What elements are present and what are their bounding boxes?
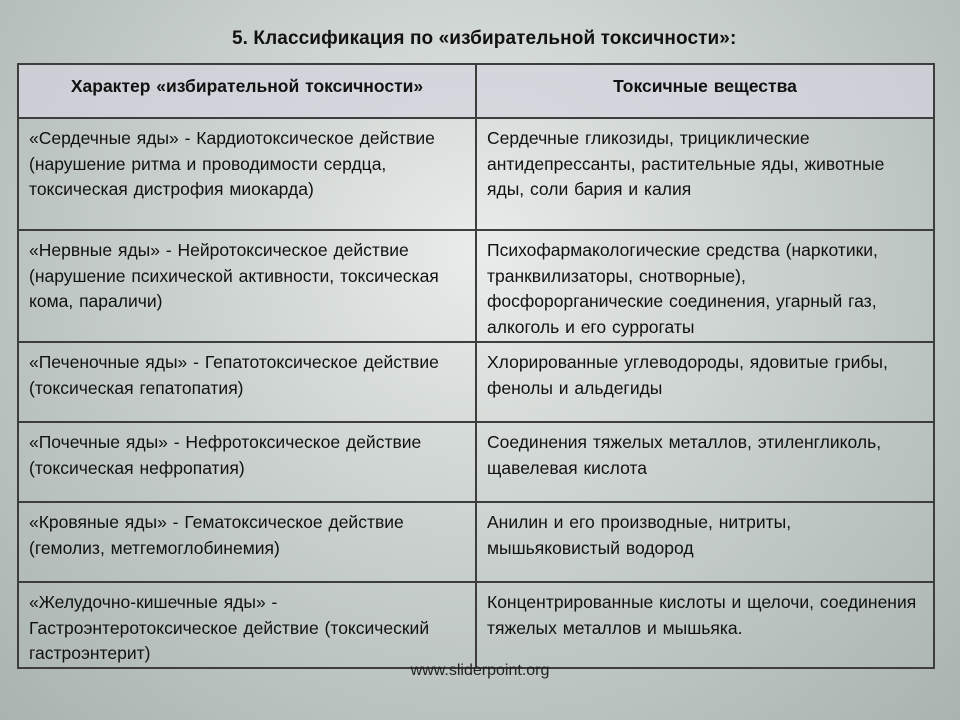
cell-character: «Печеночные яды» - Гепатотоксическое действие (токсическая гепатопатия) — [18, 342, 476, 422]
table-row — [18, 342, 934, 422]
cell-character: «Нервные яды» - Нейротоксическое действие (нарушение психической активности, токсическая кома, параличи) — [18, 230, 476, 342]
cell-substances: Анилин и его производные, нитриты, мышьяковистый водород — [476, 502, 934, 582]
footer-watermark: www.sliderpoint.org — [410, 662, 550, 679]
cell-substances: Психофармакологические средства (наркотики, транквилизаторы, снотворные), фосфорорганические соединения, угарный газ, алкоголь и его суррогаты — [476, 230, 934, 342]
table-row — [18, 582, 934, 668]
table-row — [18, 230, 934, 342]
slide-title: 5. Классификация по «избирательной токсичности»: — [232, 28, 737, 49]
header-character: Характер «избирательной токсичности» — [18, 64, 476, 118]
table-row — [18, 422, 934, 502]
cell-substances: Концентрированные кислоты и щелочи, соединения тяжелых металлов и мышьяка. — [476, 582, 934, 668]
toxicity-table — [17, 63, 935, 669]
cell-character: «Кровяные яды» - Гематоксическое действие (гемолиз, метгемоглобинемия) — [18, 502, 476, 582]
cell-substances: Хлорированные углеводороды, ядовитые грибы, фенолы и альдегиды — [476, 342, 934, 422]
cell-substances: Сердечные гликозиды, трициклические антидепрессанты, растительные яды, животные яды, соли бария и калия — [476, 118, 934, 230]
table-row — [18, 502, 934, 582]
table-row — [18, 118, 934, 230]
cell-substances: Соединения тяжелых металлов, этиленгликоль, щавелевая кислота — [476, 422, 934, 502]
table-header-row — [18, 64, 934, 118]
header-substances: Токсичные вещества — [476, 64, 934, 118]
cell-character: «Почечные яды» - Нефротоксическое действие (токсическая нефропатия) — [18, 422, 476, 502]
cell-character: «Желудочно-кишечные яды» - Гастроэнтеротоксическое действие (токсический гастроэнтерит) — [18, 582, 476, 668]
cell-character: «Сердечные яды» - Кардиотоксическое действие (нарушение ритма и проводимости сердца, токсическая дистрофия миокарда) — [18, 118, 476, 230]
